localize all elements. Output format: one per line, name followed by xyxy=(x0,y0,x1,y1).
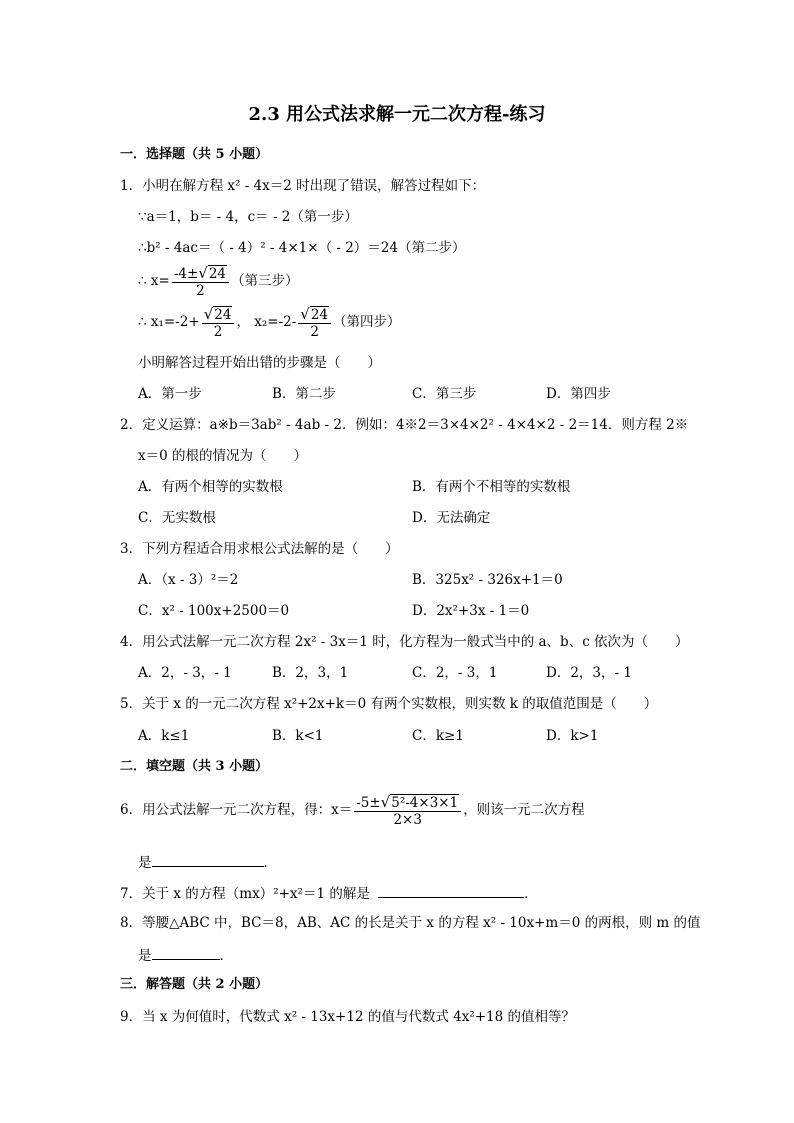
step-3-fraction xyxy=(172,265,229,299)
q4-option-a[interactable]: A．2，- 3，- 1 xyxy=(138,665,232,681)
q5-option-a[interactable]: A．k≤1 xyxy=(138,728,190,744)
q8-line-2-text: 是 xyxy=(138,948,152,964)
sqrt-icon: √ xyxy=(198,263,208,282)
question-1-step-2: ∴b² - 4ac＝（ - 4）² - 4×1×（ - 2）＝24（第二步） xyxy=(138,240,466,256)
page-title: 2.3 用公式法求解一元二次方程-练习 xyxy=(248,104,546,125)
question-6-line-1 xyxy=(120,790,585,830)
q1-option-a[interactable]: A．第一步 xyxy=(138,386,202,402)
q6-line-2-text: 是 xyxy=(138,855,152,871)
q4-option-d[interactable]: D．2，3，- 1 xyxy=(546,665,632,681)
q3-option-d[interactable]: D．2x²+3x - 1＝0 xyxy=(412,603,530,619)
q1-option-c[interactable]: C．第三步 xyxy=(412,386,477,402)
q7-answer-blank[interactable] xyxy=(378,883,524,898)
q5-option-d[interactable]: D．k>1 xyxy=(546,728,599,744)
q2-option-a[interactable]: A．有两个相等的实数根 xyxy=(138,479,283,495)
question-8-line-2 xyxy=(138,945,233,965)
q4-option-b[interactable]: B．2，3，1 xyxy=(272,665,349,681)
step-4-denominator-1: 2 xyxy=(213,323,223,340)
q3-option-c[interactable]: C．x² - 100x+2500＝0 xyxy=(138,603,290,619)
q8-answer-blank[interactable] xyxy=(152,945,220,960)
q6-numerator: -5± xyxy=(356,794,381,811)
question-8-line-1: 8．等腰△ABC 中，BC＝8，AB、AC 的长是关于 x 的方程 x² - 10x+m＝0 的两根，则 m 的值 xyxy=(120,915,701,931)
step-4-radicand-2: 24 xyxy=(310,306,329,323)
question-4-stem: 4．用公式法解一元二次方程 2x² - 3x＝1 时，化方程为一般式当中的 a、b、c 依次为（ ） xyxy=(120,634,689,650)
q6-answer-blank[interactable] xyxy=(152,852,264,867)
q6-radicand: 5²-4×3×1 xyxy=(391,794,459,811)
q2-option-b[interactable]: B．有两个不相等的实数根 xyxy=(412,479,571,495)
q1-option-d[interactable]: D．第四步 xyxy=(546,386,611,402)
q4-option-c[interactable]: C．2，- 3，1 xyxy=(412,665,498,681)
question-6-line-2 xyxy=(138,852,277,872)
step-4-middle: ， x₂=-2- xyxy=(236,314,297,330)
step-3-numerator: -4± xyxy=(173,265,199,282)
question-5-stem: 5．关于 x 的一元二次方程 x²+2x+k＝0 有两个实数根，则实数 k 的取值范围是（ ） xyxy=(120,696,658,712)
step-4-fraction-2 xyxy=(298,306,331,340)
step-4-radicand-1: 24 xyxy=(214,306,232,323)
sqrt-icon: √ xyxy=(203,304,214,323)
q7-end: ． xyxy=(524,886,538,902)
sqrt-icon: √ xyxy=(300,304,310,323)
q5-option-c[interactable]: C．k≥1 xyxy=(412,728,464,744)
question-1-step-3 xyxy=(138,264,299,299)
q6-prefix: 6．用公式法解一元二次方程，得：x＝ xyxy=(120,802,353,818)
q3-option-a[interactable]: A．（x - 3）²＝2 xyxy=(138,572,239,588)
step-3-suffix: （第三步） xyxy=(231,273,299,289)
question-7 xyxy=(120,883,538,903)
step-3-denominator: 2 xyxy=(196,282,205,299)
question-1-ask: 小明解答过程开始出错的步骤是（ ） xyxy=(138,355,381,371)
question-1-step-1: ∵a＝1，b＝ - 4，c＝ - 2（第一步） xyxy=(138,209,358,225)
q6-end: ． xyxy=(263,855,277,871)
section-heading-fill: 二．填空题（共 3 小题） xyxy=(120,759,269,774)
step-4-prefix: ∴ x₁=-2+ xyxy=(138,314,200,330)
q2-option-c[interactable]: C．无实数根 xyxy=(138,510,216,526)
q2-option-d[interactable]: D．无法确定 xyxy=(412,510,491,526)
question-2-line-1: 2．定义运算：a※b＝3ab² - 4ab - 2．例如：4※2＝3×4×2² - 4×4×2 - 2＝14．则方程 2※ xyxy=(120,417,689,433)
section-heading-solve: 三．解答题（共 2 小题） xyxy=(120,977,269,992)
step-4-denominator-2: 2 xyxy=(310,323,319,340)
step-3-prefix: ∴ x= xyxy=(138,273,170,289)
q5-option-b[interactable]: B．k<1 xyxy=(272,728,324,744)
q6-suffix: ，则该一元二次方程 xyxy=(463,802,585,818)
step-3-radicand: 24 xyxy=(208,265,227,282)
q7-stem: 7．关于 x 的方程（mx）²+x²＝1 的解是 xyxy=(120,886,370,902)
question-3-stem: 3．下列方程适合用求根公式法解的是（ ） xyxy=(120,541,399,557)
q8-end: ． xyxy=(219,948,233,964)
q3-option-b[interactable]: B．325x² - 326x+1＝0 xyxy=(412,572,563,588)
question-1-step-4 xyxy=(138,305,401,340)
section-heading-choice: 一．选择题（共 5 小题） xyxy=(120,147,269,162)
question-9-stem: 9．当 x 为何值时，代数式 x² - 13x+12 的值与代数式 4x²+18 的值相等？ xyxy=(120,1009,576,1025)
q1-option-b[interactable]: B．第二步 xyxy=(272,386,336,402)
q6-denominator: 2×3 xyxy=(393,811,422,828)
step-4-fraction-1 xyxy=(202,306,235,340)
question-2-line-2: x＝0 的根的情况为（ ） xyxy=(138,448,307,464)
q6-fraction xyxy=(354,794,461,828)
sqrt-icon: √ xyxy=(380,792,391,811)
step-4-suffix: （第四步） xyxy=(333,314,401,330)
question-1-stem: 1．小明在解方程 x² - 4x＝2 时出现了错误，解答过程如下： xyxy=(120,178,486,194)
